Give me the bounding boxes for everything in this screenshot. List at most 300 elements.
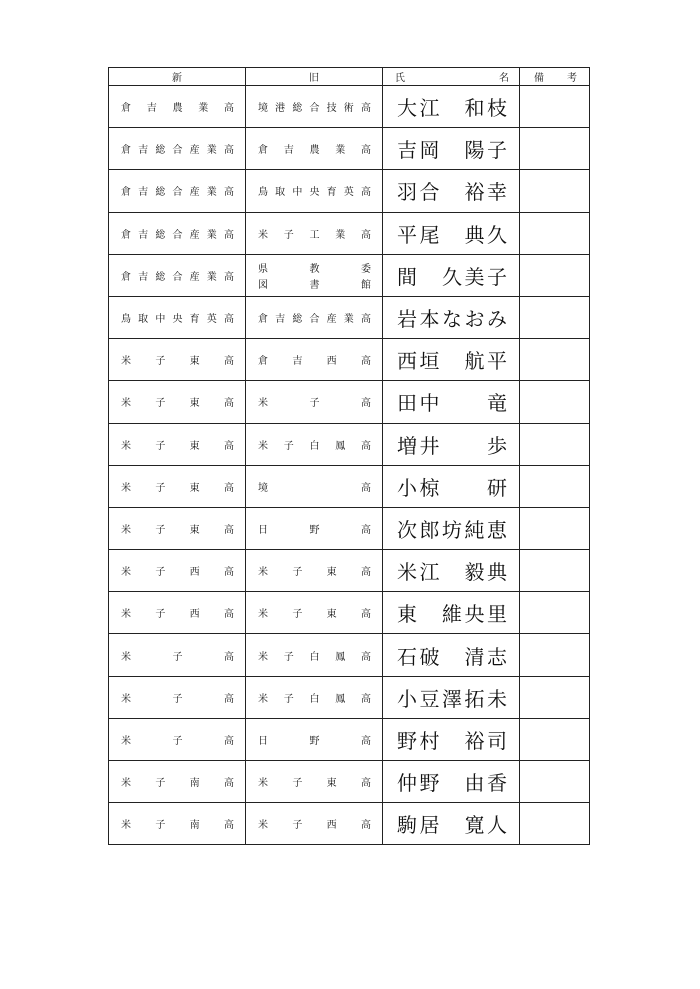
table-row bbox=[109, 761, 590, 803]
new-school-char: 米 bbox=[121, 567, 131, 579]
person-name-char: お bbox=[464, 307, 485, 332]
old-school-char: 吉 bbox=[292, 356, 303, 368]
old-school-line1-char: 委 bbox=[361, 263, 371, 275]
person-name-char: 西 bbox=[397, 349, 417, 374]
table-row bbox=[109, 339, 590, 381]
new-school-char: 総 bbox=[155, 229, 166, 241]
new-school-cell bbox=[109, 761, 246, 803]
old-school-char: 央 bbox=[309, 187, 320, 199]
person-name-char bbox=[442, 472, 462, 501]
person-name-char: 裕 bbox=[464, 728, 485, 753]
new-school-cell bbox=[109, 718, 246, 760]
person-name-char bbox=[465, 387, 485, 416]
old-school-char: 高 bbox=[361, 440, 371, 452]
table-row bbox=[109, 550, 590, 592]
new-school-char: 業 bbox=[206, 187, 217, 199]
old-school-char: 米 bbox=[258, 609, 268, 621]
new-school-cell bbox=[109, 676, 246, 718]
new-school-char: 倉 bbox=[121, 271, 131, 283]
new-school-char: 米 bbox=[121, 778, 131, 790]
person-name-char: 駒 bbox=[397, 813, 417, 838]
person-name-char: 仲 bbox=[397, 771, 417, 796]
person-name-char bbox=[442, 556, 462, 585]
old-school-char: 東 bbox=[326, 609, 337, 621]
old-school-char: 境 bbox=[258, 103, 268, 115]
new-school-char: 高 bbox=[223, 820, 234, 832]
new-school-char: 西 bbox=[189, 609, 200, 621]
person-name-char: 垣 bbox=[419, 349, 440, 374]
old-school-char: 業 bbox=[335, 229, 346, 241]
new-school-char: 高 bbox=[223, 398, 234, 410]
old-school-char: 米 bbox=[258, 820, 268, 832]
new-school-char: 央 bbox=[172, 314, 183, 326]
person-name-char: 岡 bbox=[419, 138, 440, 163]
new-school-cell bbox=[109, 339, 246, 381]
note-cell bbox=[520, 550, 590, 592]
person-name-char: 間 bbox=[397, 264, 417, 289]
person-name-char bbox=[442, 176, 462, 205]
note-cell bbox=[520, 254, 590, 296]
person-name-char: 江 bbox=[419, 560, 440, 585]
new-school-char: 東 bbox=[189, 524, 200, 536]
old-school-cell bbox=[246, 465, 383, 507]
table-row bbox=[109, 718, 590, 760]
table-row bbox=[109, 634, 590, 676]
new-school-char: 高 bbox=[223, 778, 234, 790]
person-name-char: な bbox=[442, 307, 462, 332]
header-old-school bbox=[246, 68, 383, 86]
table-row bbox=[109, 423, 590, 465]
old-school-line2-char: 館 bbox=[361, 279, 371, 291]
person-name-char: 典 bbox=[464, 222, 485, 247]
old-school-char: 西 bbox=[326, 356, 337, 368]
old-school-cell bbox=[246, 803, 383, 845]
person-name-cell bbox=[383, 676, 520, 718]
old-school-cell bbox=[246, 592, 383, 634]
roster-body bbox=[109, 86, 590, 845]
person-name-char: 幸 bbox=[487, 180, 507, 205]
person-name-char: 石 bbox=[397, 644, 417, 669]
new-school-char: 子 bbox=[155, 820, 166, 832]
old-school-char: 米 bbox=[258, 440, 268, 452]
old-school-char: 鳳 bbox=[335, 651, 346, 663]
person-name-cell bbox=[383, 718, 520, 760]
old-school-char: 総 bbox=[292, 314, 303, 326]
old-school-cell bbox=[246, 550, 383, 592]
new-school-char: 合 bbox=[172, 271, 183, 283]
old-school-char: 鳳 bbox=[335, 693, 346, 705]
old-school-cell bbox=[246, 86, 383, 128]
table-row bbox=[109, 254, 590, 296]
new-school-cell bbox=[109, 423, 246, 465]
person-name-cell bbox=[383, 423, 520, 465]
old-school-char: 高 bbox=[361, 398, 371, 410]
person-name-char: 野 bbox=[397, 728, 417, 753]
new-school-char: 高 bbox=[223, 356, 234, 368]
old-school-char: 米 bbox=[258, 778, 268, 790]
new-school-char: 育 bbox=[189, 314, 200, 326]
old-school-char: 技 bbox=[326, 103, 337, 115]
note-cell bbox=[520, 507, 590, 549]
new-school-char: 産 bbox=[189, 187, 200, 199]
old-school-char: 米 bbox=[258, 229, 268, 241]
header-row bbox=[109, 68, 590, 86]
new-school-char: 吉 bbox=[138, 145, 149, 157]
new-school-char: 産 bbox=[189, 229, 200, 241]
header-new-label: 新 bbox=[172, 73, 182, 84]
new-school-char: 高 bbox=[224, 103, 234, 115]
person-name-char bbox=[442, 641, 462, 670]
new-school-char: 高 bbox=[224, 651, 234, 663]
old-school-char: 鳥 bbox=[258, 187, 268, 199]
new-school-char: 倉 bbox=[121, 229, 131, 241]
person-name-char: 由 bbox=[464, 771, 485, 796]
old-school-char: 中 bbox=[292, 187, 303, 199]
person-name-cell bbox=[383, 761, 520, 803]
new-school-char: 吉 bbox=[146, 103, 157, 115]
person-name-char: 子 bbox=[487, 264, 507, 289]
new-school-char: 東 bbox=[189, 356, 200, 368]
person-name-char bbox=[420, 598, 440, 627]
note-cell bbox=[520, 381, 590, 423]
new-school-char: 米 bbox=[121, 820, 131, 832]
new-school-char: 鳥 bbox=[121, 314, 131, 326]
person-name-char: 航 bbox=[464, 349, 485, 374]
old-school-char: 産 bbox=[326, 314, 337, 326]
new-school-char: 吉 bbox=[138, 271, 149, 283]
person-name-char: 歩 bbox=[487, 433, 507, 458]
new-school-char: 高 bbox=[223, 314, 234, 326]
old-school-char: 高 bbox=[360, 820, 371, 832]
note-cell bbox=[520, 676, 590, 718]
old-school-char: 子 bbox=[309, 398, 320, 410]
old-school-cell bbox=[246, 634, 383, 676]
old-school-char: 子 bbox=[292, 820, 303, 832]
note-cell bbox=[520, 592, 590, 634]
new-school-char: 米 bbox=[121, 735, 131, 747]
person-name-char: 竜 bbox=[487, 391, 507, 416]
old-school-line2-char: 書 bbox=[309, 279, 320, 291]
new-school-char: 米 bbox=[121, 609, 131, 621]
person-name-char bbox=[442, 92, 462, 121]
person-name-char: 典 bbox=[487, 560, 507, 585]
person-name-char: 坊 bbox=[442, 517, 462, 542]
person-name-char: 小 bbox=[397, 686, 417, 711]
old-school-char: 米 bbox=[258, 398, 268, 410]
old-school-char: 農 bbox=[309, 145, 320, 157]
new-school-cell bbox=[109, 170, 246, 212]
new-school-char: 米 bbox=[121, 482, 131, 494]
table-row bbox=[109, 170, 590, 212]
person-name-cell bbox=[383, 507, 520, 549]
new-school-cell bbox=[109, 212, 246, 254]
person-name-char: 増 bbox=[397, 433, 417, 458]
old-school-char: 倉 bbox=[258, 145, 268, 157]
person-name-cell bbox=[383, 296, 520, 338]
new-school-char: 業 bbox=[206, 229, 217, 241]
header-old-label: 旧 bbox=[309, 73, 319, 84]
table-row bbox=[109, 86, 590, 128]
new-school-char: 取 bbox=[138, 314, 149, 326]
note-cell bbox=[520, 465, 590, 507]
person-name-char: 井 bbox=[419, 433, 440, 458]
person-name-char: 尾 bbox=[419, 222, 440, 247]
table-row bbox=[109, 212, 590, 254]
new-school-cell bbox=[109, 465, 246, 507]
old-school-char: 英 bbox=[343, 187, 354, 199]
old-school-char: 高 bbox=[361, 145, 371, 157]
header-new-school bbox=[109, 68, 246, 86]
person-name-char bbox=[442, 430, 462, 459]
person-name-char: 裕 bbox=[464, 180, 485, 205]
old-school-line1-char: 県 bbox=[258, 263, 268, 275]
person-name-char bbox=[442, 345, 462, 374]
note-cell bbox=[520, 86, 590, 128]
new-school-char: 高 bbox=[223, 145, 234, 157]
old-school-char: 育 bbox=[326, 187, 337, 199]
old-school-char: 術 bbox=[343, 103, 354, 115]
new-school-char: 子 bbox=[172, 735, 183, 747]
person-name-char: 破 bbox=[419, 644, 440, 669]
old-school-char: 高 bbox=[360, 567, 371, 579]
new-school-char: 高 bbox=[223, 609, 234, 621]
person-name-char: 央 bbox=[464, 602, 485, 627]
person-name-char: 枝 bbox=[487, 96, 507, 121]
table-row bbox=[109, 507, 590, 549]
old-school-char: 高 bbox=[360, 103, 371, 115]
person-name-cell bbox=[383, 254, 520, 296]
old-school-char: 白 bbox=[309, 693, 320, 705]
new-school-cell bbox=[109, 296, 246, 338]
new-school-char: 合 bbox=[172, 187, 183, 199]
header-note bbox=[520, 68, 590, 86]
person-name-char: 田 bbox=[397, 391, 417, 416]
new-school-char: 米 bbox=[121, 524, 131, 536]
person-name-char: み bbox=[487, 307, 507, 332]
old-school-char: 高 bbox=[361, 735, 371, 747]
old-school-char: 高 bbox=[360, 356, 371, 368]
table-row bbox=[109, 128, 590, 170]
old-school-char: 日 bbox=[258, 735, 268, 747]
old-school-char: 子 bbox=[283, 651, 294, 663]
new-school-char: 総 bbox=[155, 271, 166, 283]
new-school-char: 子 bbox=[155, 778, 166, 790]
old-school-char: 子 bbox=[283, 440, 294, 452]
new-school-char: 業 bbox=[198, 103, 209, 115]
new-school-char: 倉 bbox=[121, 145, 131, 157]
table-row bbox=[109, 465, 590, 507]
person-name-cell bbox=[383, 803, 520, 845]
note-cell bbox=[520, 170, 590, 212]
person-name-char: 岩 bbox=[397, 307, 417, 332]
old-school-char: 工 bbox=[309, 229, 320, 241]
new-school-char: 総 bbox=[155, 187, 166, 199]
header-name-label-2: 名 bbox=[499, 73, 509, 84]
table-row bbox=[109, 381, 590, 423]
new-school-char: 中 bbox=[155, 314, 166, 326]
old-school-char: 高 bbox=[360, 314, 371, 326]
new-school-char: 吉 bbox=[138, 229, 149, 241]
note-cell bbox=[520, 803, 590, 845]
person-name-cell bbox=[383, 381, 520, 423]
header-name bbox=[383, 68, 520, 86]
old-school-char: 高 bbox=[360, 187, 371, 199]
old-school-char: 西 bbox=[326, 820, 337, 832]
person-name-cell bbox=[383, 634, 520, 676]
old-school-char: 倉 bbox=[258, 356, 268, 368]
note-cell bbox=[520, 634, 590, 676]
new-school-char: 高 bbox=[223, 482, 234, 494]
old-school-char: 日 bbox=[258, 524, 268, 536]
new-school-cell bbox=[109, 86, 246, 128]
note-cell bbox=[520, 423, 590, 465]
new-school-char: 米 bbox=[121, 651, 131, 663]
person-name-char: 平 bbox=[397, 222, 417, 247]
old-school-cell bbox=[246, 128, 383, 170]
new-school-cell bbox=[109, 128, 246, 170]
new-school-char: 子 bbox=[172, 651, 183, 663]
old-school-char: 高 bbox=[360, 778, 371, 790]
person-name-char: 美 bbox=[464, 264, 485, 289]
person-name-char: 毅 bbox=[464, 560, 485, 585]
old-school-char: 総 bbox=[292, 103, 303, 115]
person-name-char: 研 bbox=[487, 475, 507, 500]
old-school-char: 業 bbox=[343, 314, 354, 326]
new-school-char: 業 bbox=[206, 145, 217, 157]
old-school-char: 東 bbox=[326, 567, 337, 579]
new-school-char: 子 bbox=[155, 567, 166, 579]
person-name-char: 豆 bbox=[419, 686, 440, 711]
person-name-char: 陽 bbox=[464, 138, 485, 163]
old-school-char: 野 bbox=[309, 735, 320, 747]
person-name-cell bbox=[383, 550, 520, 592]
person-name-char bbox=[442, 809, 462, 838]
person-name-char: 里 bbox=[487, 602, 507, 627]
new-school-char: 米 bbox=[121, 693, 131, 705]
person-name-cell bbox=[383, 592, 520, 634]
new-school-char: 米 bbox=[121, 356, 131, 368]
old-school-cell bbox=[246, 507, 383, 549]
note-cell bbox=[520, 339, 590, 381]
old-school-char: 東 bbox=[326, 778, 337, 790]
person-name-char: 久 bbox=[442, 264, 462, 289]
person-name-char: 子 bbox=[487, 138, 507, 163]
new-school-char: 米 bbox=[121, 440, 131, 452]
person-name-char: 米 bbox=[397, 560, 417, 585]
old-school-char: 合 bbox=[309, 103, 320, 115]
old-school-char: 子 bbox=[292, 778, 303, 790]
person-name-char: 維 bbox=[442, 602, 462, 627]
note-cell bbox=[520, 128, 590, 170]
old-school-char: 米 bbox=[258, 567, 268, 579]
old-school-cell bbox=[246, 761, 383, 803]
person-name-char: 大 bbox=[397, 96, 417, 121]
old-school-char: 白 bbox=[309, 651, 320, 663]
new-school-char: 子 bbox=[155, 398, 166, 410]
person-name-cell bbox=[383, 339, 520, 381]
new-school-cell bbox=[109, 550, 246, 592]
old-school-char: 合 bbox=[309, 314, 320, 326]
old-school-line2-char: 図 bbox=[258, 279, 268, 291]
old-school-cell bbox=[246, 423, 383, 465]
new-school-cell bbox=[109, 803, 246, 845]
person-name-char: 寛 bbox=[464, 813, 485, 838]
old-school-cell bbox=[246, 296, 383, 338]
old-school-char: 高 bbox=[361, 651, 371, 663]
new-school-char: 高 bbox=[223, 567, 234, 579]
new-school-char: 子 bbox=[155, 440, 166, 452]
person-name-char: 野 bbox=[419, 771, 440, 796]
table-row bbox=[109, 296, 590, 338]
person-name-char: 羽 bbox=[397, 180, 417, 205]
old-school-cell bbox=[246, 339, 383, 381]
new-school-cell bbox=[109, 634, 246, 676]
person-name-char: 恵 bbox=[487, 517, 507, 542]
person-name-char bbox=[465, 472, 485, 501]
new-school-char: 吉 bbox=[138, 187, 149, 199]
new-school-char: 高 bbox=[224, 693, 234, 705]
old-school-char: 子 bbox=[292, 609, 303, 621]
old-school-char: 港 bbox=[275, 103, 286, 115]
old-school-cell bbox=[246, 718, 383, 760]
new-school-char: 東 bbox=[189, 398, 200, 410]
note-cell bbox=[520, 761, 590, 803]
new-school-char: 南 bbox=[189, 820, 200, 832]
new-school-char: 東 bbox=[189, 440, 200, 452]
old-school-char: 倉 bbox=[258, 314, 268, 326]
new-school-char: 高 bbox=[223, 524, 234, 536]
header-name-label-1: 氏 bbox=[395, 73, 405, 84]
new-school-cell bbox=[109, 592, 246, 634]
person-name-char: 村 bbox=[419, 728, 440, 753]
old-school-char: 高 bbox=[361, 482, 371, 494]
person-name-char: 東 bbox=[397, 602, 417, 627]
person-name-cell bbox=[383, 465, 520, 507]
old-school-cell bbox=[246, 212, 383, 254]
old-school-char: 野 bbox=[309, 524, 320, 536]
new-school-char: 合 bbox=[172, 229, 183, 241]
table-row bbox=[109, 803, 590, 845]
person-name-char: 清 bbox=[464, 644, 485, 669]
note-cell bbox=[520, 718, 590, 760]
old-school-cell bbox=[246, 170, 383, 212]
person-name-char: 志 bbox=[487, 644, 507, 669]
note-cell bbox=[520, 212, 590, 254]
old-school-char: 子 bbox=[292, 567, 303, 579]
old-school-char: 子 bbox=[283, 229, 294, 241]
person-name-char bbox=[420, 261, 440, 290]
new-school-char: 産 bbox=[189, 145, 200, 157]
note-cell bbox=[520, 296, 590, 338]
person-name-char bbox=[442, 725, 462, 754]
person-name-char: 純 bbox=[464, 517, 485, 542]
new-school-cell bbox=[109, 381, 246, 423]
old-school-char: 取 bbox=[275, 187, 286, 199]
new-school-char: 南 bbox=[189, 778, 200, 790]
person-name-char: 未 bbox=[487, 686, 507, 711]
person-name-char: 椋 bbox=[419, 475, 440, 500]
person-name-char: 司 bbox=[487, 728, 507, 753]
person-name-cell bbox=[383, 212, 520, 254]
new-school-char: 高 bbox=[223, 187, 234, 199]
new-school-char: 子 bbox=[172, 693, 183, 705]
person-name-char: 居 bbox=[419, 813, 440, 838]
new-school-char: 総 bbox=[155, 145, 166, 157]
old-school-char: 米 bbox=[258, 651, 268, 663]
person-name-char bbox=[442, 134, 462, 163]
old-school-line1-char: 教 bbox=[309, 263, 320, 275]
old-school-char: 吉 bbox=[283, 145, 294, 157]
